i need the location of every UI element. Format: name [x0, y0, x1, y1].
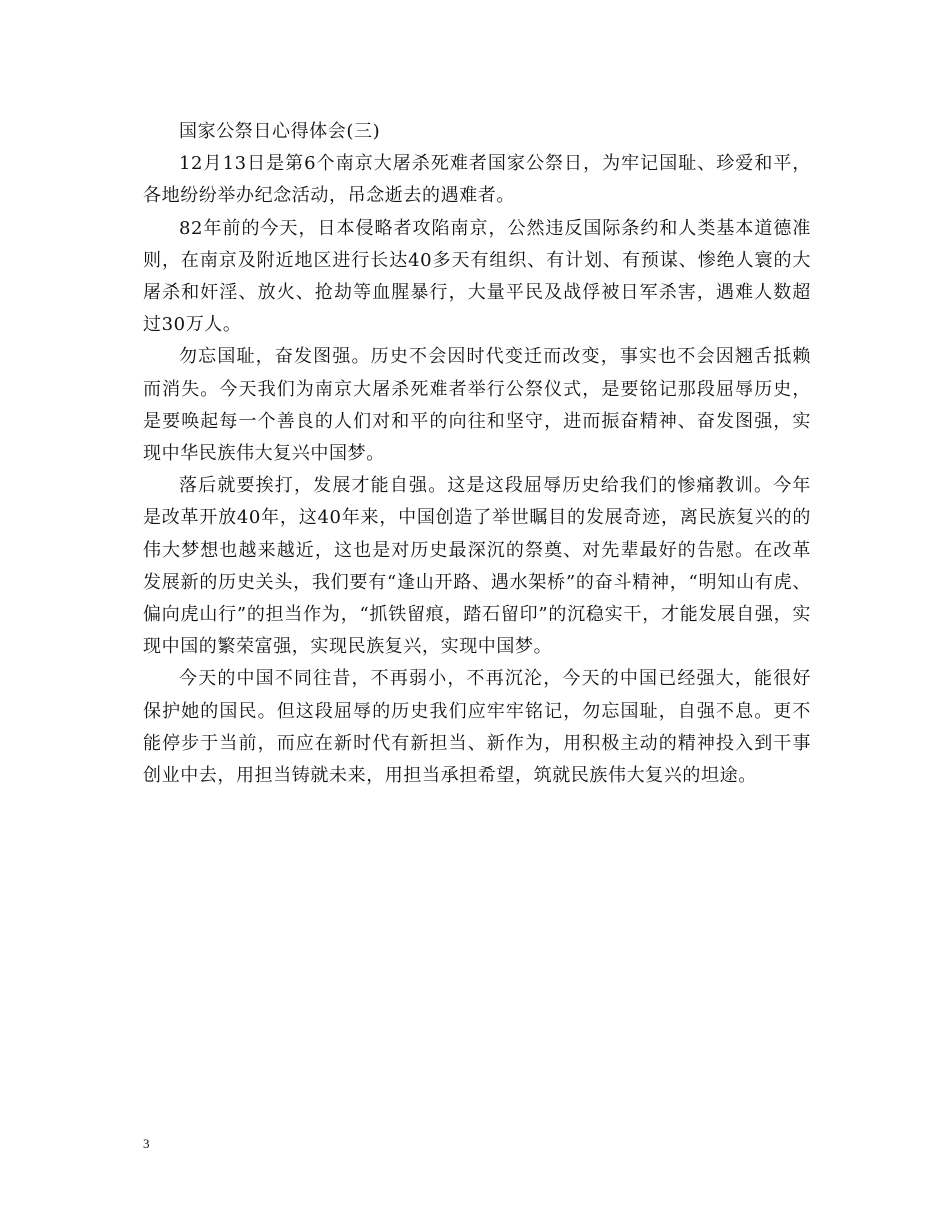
document-title: 国家公祭日心得体会(三) [179, 121, 381, 142]
paragraph-3: 勿忘国耻，奋发图强。历史不会因时代变迁而改变，事实也不会因翘舌抵赖而消失。今天我们为南京大屠杀死难者举行公祭仪式，是要铭记那段屈辱历史，是要唤起每一个善良的人们对和平的向往和坚守，进而振奋精神、奋发图强，实现中华民族伟大复兴中国梦。 [143, 346, 811, 465]
document-body [143, 116, 811, 792]
paragraph-5: 今天的中国不同往昔，不再弱小，不再沉沦，今天的中国已经强大，能很好保护她的国民。但这段屈辱的历史我们应牢牢铭记，勿忘国耻，自强不息。更不能停步于当前，而应在新时代有新担当、新作为，用积极主动的精神投入到干事创业中去，用担当铸就未来，用担当承担希望，筑就民族伟大复兴的坦途。 [143, 668, 811, 787]
paragraph-4: 落后就要挨打，发展才能自强。这是这段屈辱历史给我们的惨痛教训。今年是改革开放40年，这40年来，中国创造了举世瞩目的发展奇迹，离民族复兴的的伟大梦想也越来越近，这也是对历史最深沉的祭奠、对先辈最好的告慰。在改革发展新的历史关头，我们要有“逢山开路、遇水架桥”的奋斗精神，“明知山有虎、偏向虎山行”的担当作为，“抓铁留痕，踏石留印”的沉稳实干，才能发展自强，实现中国的繁荣富强，实现民族复兴，实现中国梦。 [143, 475, 811, 658]
page-number: 3 [143, 1136, 150, 1151]
paragraph-2: 82年前的今天，日本侵略者攻陷南京，公然违反国际条约和人类基本道德准则，在南京及附近地区进行长达40多天有组织、有计划、有预谋、惨绝人寰的大屠杀和奸淫、放火、抢劫等血腥暴行，大量平民及战俘被日军杀害，遇难人数超过30万人。 [143, 217, 811, 336]
paragraph-1: 12月13日是第6个南京大屠杀死难者国家公祭日，为牢记国耻、珍爱和平，各地纷纷举办纪念活动，吊念逝去的遇难者。 [143, 153, 811, 207]
